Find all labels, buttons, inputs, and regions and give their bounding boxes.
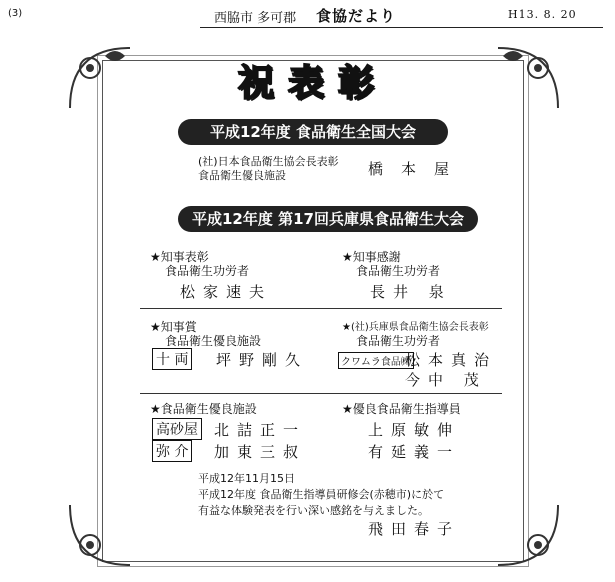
governor-thanks-sub: 食品衛生功労者 (356, 264, 441, 278)
excellent-facility-heading: ★食品衛生優良施設 (150, 402, 257, 416)
pref-assoc-name1: 松本真治 (405, 351, 498, 369)
event1-award-line2: 食品衛生優良施設 (198, 169, 286, 182)
issue-date: H13. 8. 20 (508, 8, 577, 21)
event1-award-line1: (社)日本食品衛生協会長表彰 (198, 155, 339, 168)
governor-award-heading: ★知事表彰 (150, 250, 209, 264)
event1-banner: 平成12年度 食品衛生全国大会 (178, 119, 448, 145)
governor-thanks-name: 長井 泉 (370, 283, 452, 301)
governor-prize-facility-box: 十 両 (152, 348, 192, 370)
governor-award-sub: 食品衛生功労者 (165, 264, 250, 278)
footer-date: 平成12年11月15日 (198, 472, 295, 485)
newsletter-title: 食協だより (316, 7, 397, 25)
event1-recipient: 橋本屋 (368, 160, 468, 178)
pref-assoc-sub: 食品衛生功労者 (356, 334, 441, 348)
excellent-facility-name-2: 加東三叔 (214, 443, 307, 461)
pref-assoc-heading: ★(社)兵庫県食品衛生協会長表彰 (342, 322, 489, 333)
excellent-facility-name-1: 北詰正一 (214, 421, 307, 439)
event2-banner: 平成12年度 第17回兵庫県食品衛生大会 (178, 206, 478, 232)
section-divider-1 (140, 308, 502, 309)
governor-prize-name: 坪野剛久 (216, 351, 309, 369)
corner-ornament-bottom-right (478, 495, 568, 575)
section-divider-2 (140, 393, 502, 394)
header-rule (200, 27, 603, 28)
corner-ornament-bottom-left (60, 495, 150, 575)
governor-prize-heading: ★知事賞 (150, 320, 197, 334)
page-number: (3) (8, 8, 23, 19)
pref-assoc-name2: 今中 茂 (405, 371, 487, 389)
footer-line2: 有益な体験発表を行い深い感銘を与えました。 (198, 504, 429, 517)
corner-ornament-top-left (60, 38, 150, 118)
newsletter-header (0, 0, 615, 28)
excellent-instructor-heading: ★優良食品衛生指導員 (342, 402, 461, 416)
footer-name: 飛田春子 (368, 520, 461, 538)
excellent-instructor-name-1: 上原敏伸 (368, 421, 461, 439)
footer-line1: 平成12年度 食品衛生指導員研修会(赤穂市)に於て (198, 488, 445, 501)
corner-ornament-top-right (478, 38, 568, 118)
excellent-facility-box-1: 高砂屋 (152, 418, 202, 440)
pref-assoc-company-box: クワムラ食品㈱ (338, 352, 414, 369)
governor-thanks-heading: ★知事感謝 (342, 250, 401, 264)
main-title: 祝表彰 (237, 62, 388, 104)
header-city: 西脇市 多可郡 (214, 11, 297, 26)
governor-award-name: 松家速夫 (180, 283, 273, 301)
excellent-instructor-name-2: 有延義一 (368, 443, 461, 461)
governor-prize-sub: 食品衛生優良施設 (165, 334, 262, 348)
excellent-facility-box-2: 弥 介 (152, 440, 192, 462)
